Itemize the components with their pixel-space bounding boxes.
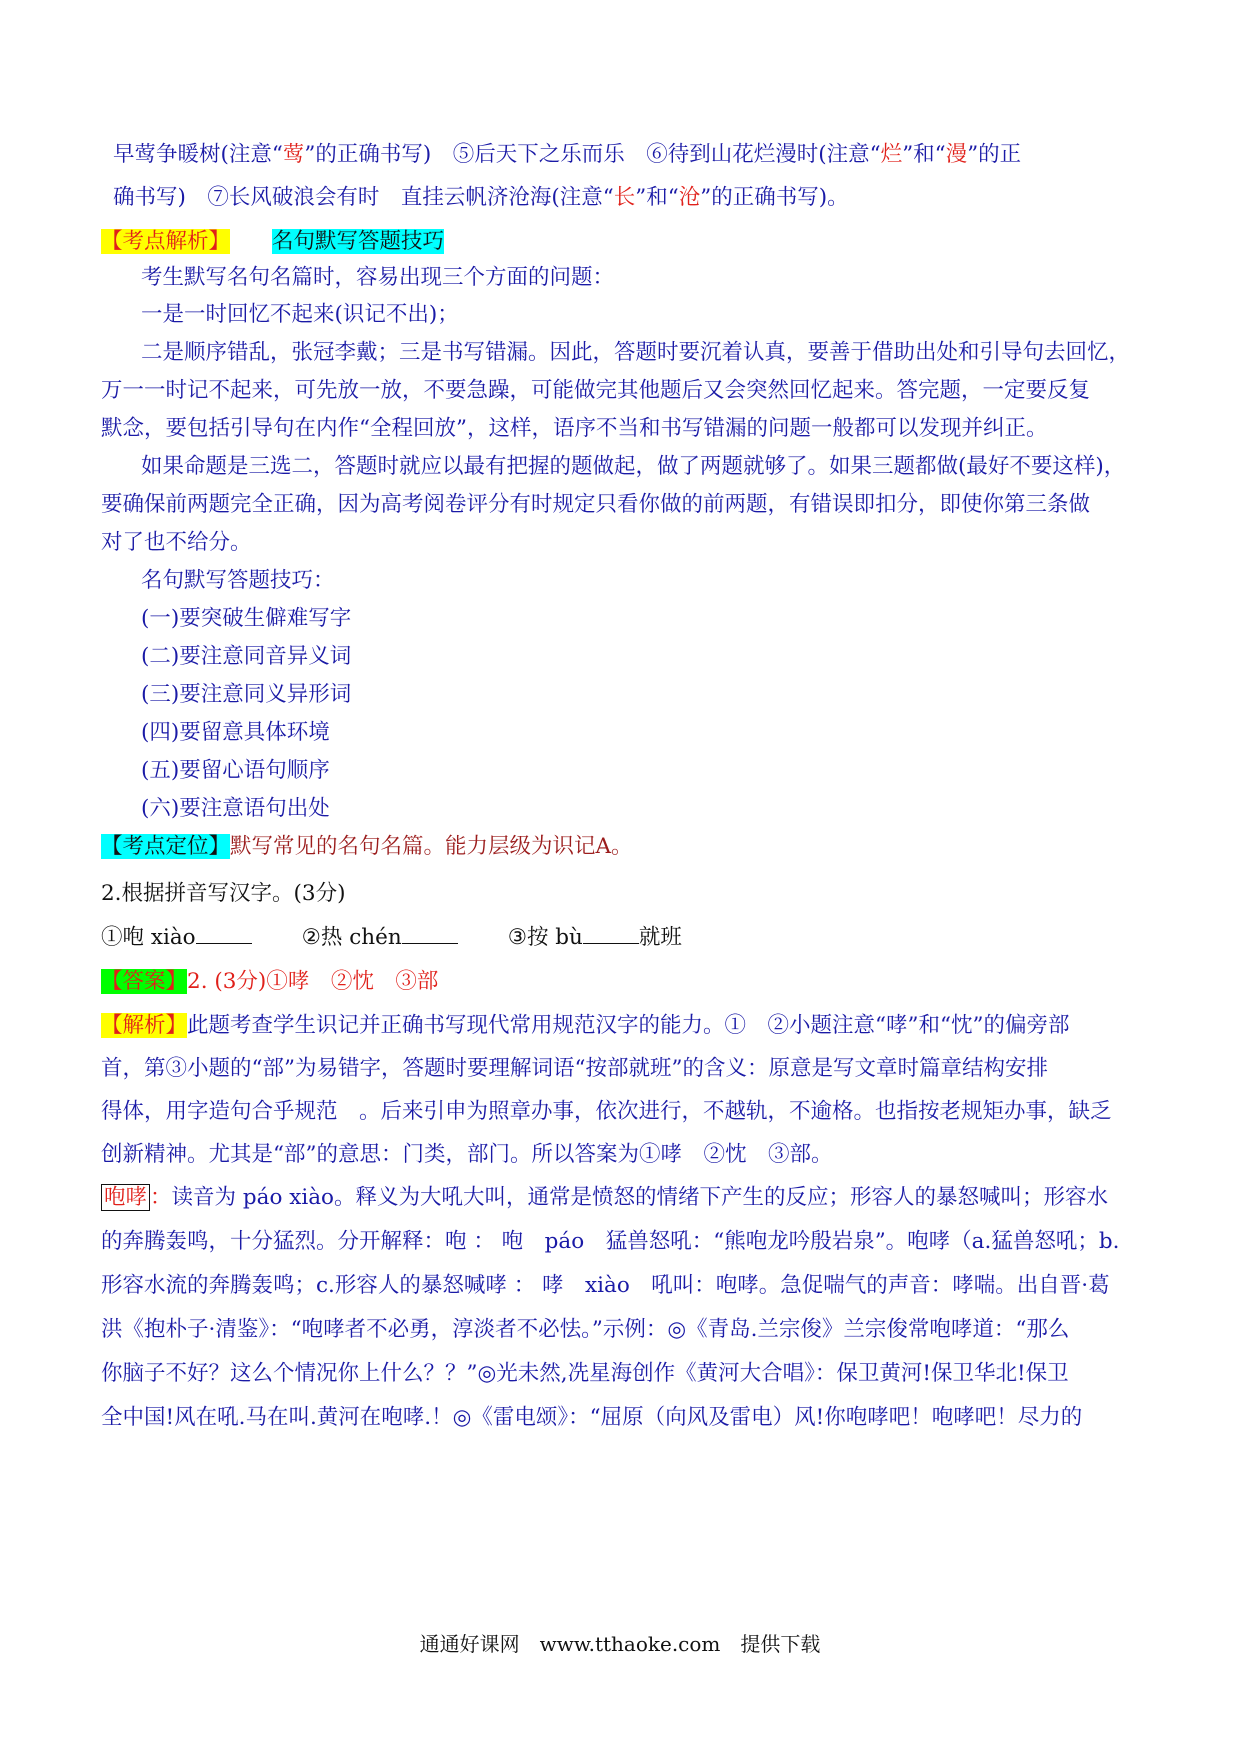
- q2-item-1: ①咆 xiào: [101, 925, 196, 950]
- text-segment: ”的正: [967, 142, 1022, 167]
- analysis-para-2: 一是一时回忆不起来(识记不出)；: [141, 302, 459, 327]
- definition-term: 咆哮: [101, 1184, 150, 1211]
- text-segment: ”的正确书写)。: [700, 185, 849, 210]
- explain-line: 首，第③小题的“部”为易错字，答题时要理解词语“按部就班”的含义：原意是写文章时篇章结构安排: [101, 1056, 1048, 1081]
- answer-line: [101, 967, 438, 997]
- definition-line: 洪《抱朴子·清鉴》：“咆哮者不必勇，淳淡者不必怯。”示例：◎《青岛.兰宗俊》兰宗俊常咆哮道：“那么: [101, 1317, 1070, 1342]
- tip-item: (四)要留意具体环境: [141, 720, 330, 745]
- q2-blank-3: [583, 923, 639, 944]
- text-segment: 早莺争暖树(注意“: [113, 142, 283, 167]
- text-segment: ”和“: [902, 142, 946, 167]
- definition-line: [101, 1183, 1108, 1213]
- tip-item: (二)要注意同音异义词: [141, 644, 352, 669]
- q2-item-2: ②热 chén: [301, 925, 402, 950]
- analysis-para-1: 考生默写名句名篇时，容易出现三个方面的问题：: [141, 265, 615, 290]
- analysis-para-4-line: 要确保前两题完全正确，因为高考阅卷评分有时规定只看你做的前两题，有错误即扣分，即使你第三条做: [101, 492, 1091, 517]
- explain-text: 此题考查学生识记并正确书写现代常用规范汉字的能力。① ②小题注意“哮”和“忱”的偏旁部: [187, 1013, 1070, 1038]
- location-tag: 【考点定位】: [101, 834, 231, 859]
- definition-line: 的奔腾轰鸣，十分猛烈。分开解释：咆 ： 咆 páo 猛兽怒吼：“熊咆龙吟殷岩泉”。咆哮（a.猛兽怒吼；b.: [101, 1229, 1120, 1254]
- analysis-para-3-line: 二是顺序错乱，张冠李戴；三是书写错漏。因此，答题时要沉着认真，要善于借助出处和引导句去回忆，: [141, 340, 1131, 365]
- location-text: 默写常见的名句名篇。能力层级为识记A。: [230, 834, 633, 859]
- explain-tag: 【解析】: [101, 1013, 188, 1038]
- text-segment: ”的正确书写) ⑤后天下之乐而乐 ⑥待到山花烂漫时(注意“: [304, 142, 881, 167]
- highlight-char: 沧: [678, 185, 701, 210]
- q2-blank-1: [196, 923, 252, 944]
- answer-tag: 【答案】: [101, 969, 188, 994]
- highlight-char: 烂: [880, 142, 903, 167]
- location-line: [101, 832, 633, 862]
- analysis-para-3-line: 默念，要包括引导句在内作“全程回放”，这样，语序不当和书写错漏的问题一般都可以发现并纠正。: [101, 416, 1048, 441]
- page-footer: 通通好课网 www.tthaoke.com 提供下载: [419, 1632, 821, 1656]
- answer-line-2: [113, 183, 849, 213]
- definition-colon: ：: [150, 1185, 172, 1210]
- analysis-header: [101, 227, 444, 257]
- highlight-char: 长: [613, 185, 636, 210]
- q2-item-3-tail: 就班: [638, 925, 682, 950]
- analysis-para-3-line: 万一一时记不起来，可先放一放，不要急躁，可能做完其他题后又会突然回忆起来。答完题，一定要反复: [101, 378, 1091, 403]
- q2-item-3: ③按 bù: [507, 925, 583, 950]
- highlight-char: 漫: [945, 142, 968, 167]
- definition-line: 全中国!风在吼.马在叫.黄河在咆哮.！◎《雷电颂》：“屈原（向风及雷电）风!你咆哮吧！咆哮吧！尽力的: [101, 1405, 1083, 1430]
- q2-blank-2: [402, 923, 458, 944]
- tips-title: 名句默写答题技巧：: [141, 568, 335, 593]
- tip-item: (一)要突破生僻难写字: [141, 606, 352, 631]
- definition-text: 读音为 páo xiào。释义为大吼大叫，通常是愤怒的情绪下产生的反应；形容人的暴怒喊叫；形容水: [171, 1185, 1108, 1210]
- text-segment: ”和“: [635, 185, 679, 210]
- tip-item: (三)要注意同义异形词: [141, 682, 352, 707]
- explain-line: [101, 1011, 1070, 1041]
- analysis-para-4-line: 如果命题是三选二，答题时就应以最有把握的题做起，做了两题就够了。如果三题都做(最好不要这样)，: [141, 454, 1126, 479]
- tip-item: (五)要留心语句顺序: [141, 758, 330, 783]
- analysis-tag: 【考点解析】: [101, 229, 231, 254]
- answer-text: 2. (3分)①哮 ②忱 ③部: [187, 969, 439, 994]
- definition-line: 形容水流的奔腾轰鸣；c.形容人的暴怒喊哮 ： 哮 xiào 吼叫：咆哮。急促喘气的声音：哮喘。出自晋·葛: [101, 1273, 1110, 1298]
- highlight-char: 莺: [282, 142, 305, 167]
- explain-line: 得体，用字造句合乎规范 。后来引申为照章办事，依次进行，不越轨，不逾格。也指按老规矩办事，缺乏: [101, 1099, 1112, 1124]
- answer-line-1: [113, 140, 1021, 170]
- question-2-title: 2.根据拼音写汉字。(3分): [101, 881, 346, 906]
- question-2-items: [101, 923, 682, 953]
- text-segment: 确书写) ⑦长风破浪会有时 直挂云帆济沧海(注意“: [113, 185, 614, 210]
- analysis-topic: 名句默写答题技巧: [272, 229, 445, 254]
- explain-line: 创新精神。尤其是“部”的意思：门类，部门。所以答案为①哮 ②忱 ③部。: [101, 1142, 833, 1167]
- definition-line: 你脑子不好？这么个情况你上什么？？”◎光未然,冼星海创作《黄河大合唱》：保卫黄河!保卫华北!保卫: [101, 1361, 1069, 1386]
- analysis-para-4-line: 对了也不给分。: [101, 530, 252, 555]
- tip-item: (六)要注意语句出处: [141, 796, 330, 821]
